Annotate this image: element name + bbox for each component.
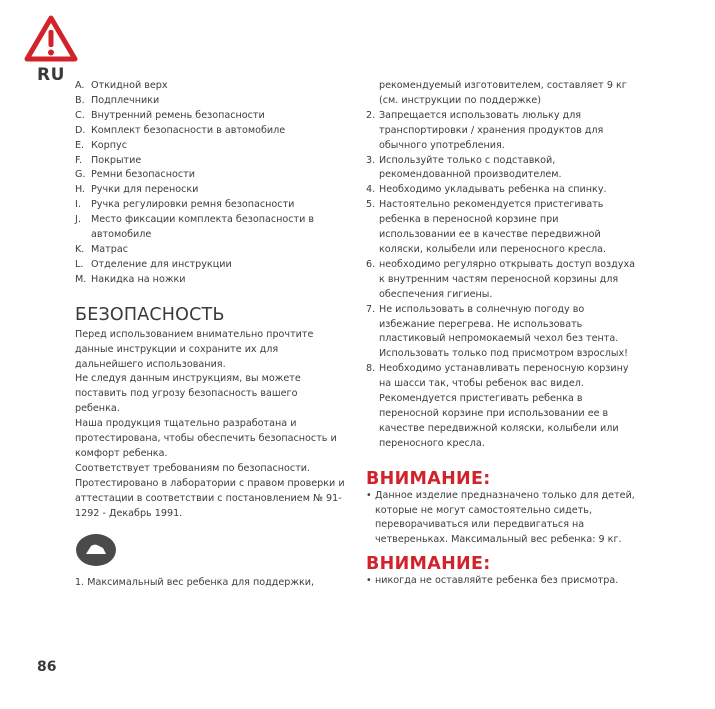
- rule-item: [366, 198, 638, 258]
- rule-number: 6.: [366, 258, 376, 270]
- part-label: Откидной верх: [91, 80, 168, 91]
- part-letter: D.: [75, 124, 86, 136]
- language-code: RU: [37, 65, 65, 85]
- part-label: Матрас: [91, 243, 128, 255]
- warning-heading-1: ВНИМАНИЕ:: [366, 468, 491, 489]
- part-letter: A.: [75, 80, 85, 91]
- part-letter: F.: [75, 154, 83, 166]
- rule-item: [366, 258, 638, 303]
- rules-list: [366, 109, 638, 452]
- part-letter: I.: [75, 199, 81, 211]
- warning-2-list: [366, 574, 638, 589]
- parts-list-item: [75, 94, 345, 109]
- rule-number: 7.: [366, 303, 376, 315]
- rule-number: 8.: [366, 363, 376, 375]
- part-letter: L.: [75, 258, 84, 270]
- warning-1-item: [366, 489, 638, 549]
- rule-item: [366, 154, 638, 184]
- rule-number: 3.: [366, 154, 376, 166]
- safety-heading: БЕЗОПАСНОСТЬ: [75, 304, 225, 325]
- part-label: Покрытие: [91, 154, 142, 166]
- warning-heading-2: ВНИМАНИЕ:: [366, 554, 491, 575]
- rule-number: 5.: [366, 199, 376, 211]
- bullet-icon: •: [366, 575, 372, 587]
- warning-2-item: [366, 574, 638, 589]
- part-letter: J.: [75, 214, 81, 226]
- rule-text: Необходимо устанавливать переносную корзину на шасси так, чтобы ребенок вас видел. Рекомендуется пристегивать ребенка в переносной корзине при использовании ее в качестве передвижной коляски, колыбели или переносного кресла.: [379, 363, 629, 449]
- parts-list-item: [75, 213, 345, 243]
- part-label: Корпус: [91, 139, 127, 151]
- rule-number: 2.: [366, 109, 376, 121]
- part-label: Комплект безопасности в автомобиле: [91, 124, 286, 136]
- rule-text: Настоятельно рекомендуется пристегивать ребенка в переносной корзине при использовании ее в качестве передвижной коляски, колыбели или переносного кресла.: [379, 199, 607, 255]
- safety-paragraph-4: Соответствует требованиям по безопасности. Протестировано в лаборатории с правом проверки и аттестации в соответствии с постановлением № 91-1292 - Декабрь 1991.: [75, 462, 345, 519]
- safety-paragraph-1: Перед использованием внимательно прочтите данные инструкции и сохраните их для дальнейшего использования.: [75, 328, 314, 370]
- rule-text: необходимо регулярно открывать доступ воздуха к внутренним частям переносной корзины для обеспечения гигиены.: [379, 258, 636, 300]
- rule-1-continuation: рекомендуемый изготовителем, составляет 9 кг (см. инструкции по поддержке): [379, 80, 627, 106]
- rule-item: [366, 109, 638, 154]
- parts-list-item: [75, 258, 345, 273]
- rule-number: 4.: [366, 184, 376, 196]
- warning-1-text: Данное изделие предназначено только для детей, которые не могут самостоятельно сидеть, переворачиваться или передвигаться на четвереньках. Максимальный вес ребенка: 9 кг.: [375, 489, 635, 546]
- rule-text: Используйте только с подставкой, рекомендованной производителем.: [379, 154, 562, 181]
- left-column: [75, 79, 345, 521]
- part-label: Ручки для переноски: [91, 184, 199, 196]
- parts-list-item: [75, 198, 345, 213]
- rule-text: Необходимо укладывать ребенка на спинку.: [379, 184, 607, 196]
- right-column: [366, 79, 638, 589]
- part-label: Место фиксации комплекта безопасности в автомобиле: [91, 214, 315, 241]
- parts-list-item: [75, 124, 345, 139]
- part-label: Накидка на ножки: [91, 273, 186, 285]
- parts-list-item: [75, 79, 345, 94]
- warning-2-text: никогда не оставляйте ребенка без присмотра.: [375, 575, 619, 587]
- part-label: Ручка регулировки ремня безопасности: [91, 199, 295, 211]
- rule-text: Не использовать в солнечную погоду во избежание перегрева. Не использовать пластиковый непромокаемый чехол без тента. Использовать только под присмотром взрослых!: [379, 303, 628, 360]
- parts-list-item: [75, 139, 345, 154]
- parts-list-item: [75, 154, 345, 169]
- safety-paragraph-3: Наша продукция тщательно разработана и протестирована, чтобы обеспечить безопасность и комфорт ребенка.: [75, 418, 337, 459]
- parts-list-item: [75, 243, 345, 258]
- part-letter: K.: [75, 243, 85, 255]
- part-letter: B.: [75, 94, 85, 106]
- part-label: Подплечники: [91, 94, 160, 106]
- rule-item: [366, 183, 638, 198]
- part-letter: G.: [75, 169, 86, 181]
- safety-paragraph-2: Не следуя данным инструкциям, вы можете поставить под угрозу безопасность вашего ребенка.: [75, 373, 301, 415]
- parts-list-item: [75, 273, 345, 288]
- parts-list-item: [75, 168, 345, 183]
- part-letter: H.: [75, 184, 86, 196]
- rule-1-start: 1. Максимальный вес ребенка для поддержки,: [75, 577, 315, 588]
- part-letter: E.: [75, 139, 85, 151]
- hand-support-icon: [75, 533, 117, 567]
- bullet-icon: •: [366, 489, 372, 501]
- part-letter: C.: [75, 109, 85, 121]
- parts-list-item: [75, 183, 345, 198]
- rule-item: [366, 303, 638, 363]
- warning-triangle-icon: [24, 15, 78, 63]
- rule-item: [366, 362, 638, 451]
- part-label: Ремни безопасности: [91, 169, 195, 181]
- part-label: Отделение для инструкции: [91, 258, 232, 270]
- rule-text: Запрещается использовать люльку для транспортировки / хранения продуктов для обычного употребления.: [379, 109, 604, 151]
- part-letter: M.: [75, 273, 87, 285]
- warning-1-list: [366, 489, 638, 549]
- page-number: 86: [37, 659, 57, 675]
- parts-list: [75, 79, 345, 288]
- part-label: Внутренний ремень безопасности: [91, 109, 265, 121]
- parts-list-item: [75, 109, 345, 124]
